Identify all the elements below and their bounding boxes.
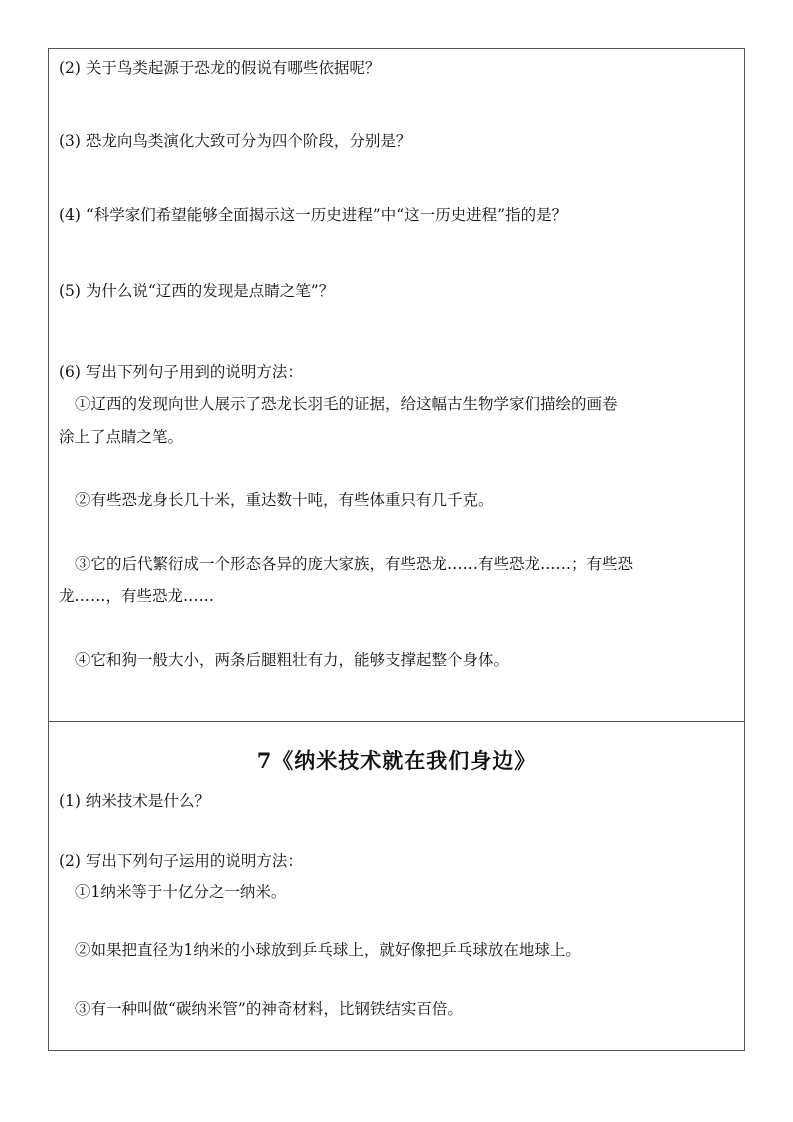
question-3: (3) 恐龙向鸟类演化大致可分为四个阶段，分别是？ <box>59 132 412 150</box>
section-7-sentence-2: ②如果把直径为1纳米的小球放到乒乓球上，就好像把乒乓球放在地球上。 <box>75 941 581 959</box>
sentence-1-line-2: 涂上了点睛之笔。 <box>59 428 184 446</box>
worksheet-table <box>48 48 745 1051</box>
sentence-3-line-1: ③它的后代繁衍成一个形态各异的庞大家族，有些恐龙……有些恐龙……；有些恐 <box>75 555 634 573</box>
question-4: (4) “科学家们希望能够全面揭示这一历史进程”中“这一历史进程”指的是？ <box>59 206 568 224</box>
section-7-question-2: (2) 写出下列句子运用的说明方法： <box>59 852 303 870</box>
question-2: (2) 关于鸟类起源于恐龙的假说有哪些依据呢？ <box>59 59 381 77</box>
section-7-sentence-3: ③有一种叫做“碳纳米管”的神奇材料，比钢铁结实百倍。 <box>75 1000 463 1018</box>
question-6: (6) 写出下列句子用到的说明方法： <box>59 363 303 381</box>
sentence-1-line-1: ①辽西的发现向世人展示了恐龙长羽毛的证据，给这幅古生物学家们描绘的画卷 <box>75 395 618 413</box>
sentence-3-line-2: 龙……，有些恐龙…… <box>59 587 215 605</box>
sentence-4: ④它和狗一般大小，两条后腿粗壮有力，能够支撑起整个身体。 <box>75 651 510 669</box>
section-7-sentence-1: ①1纳米等于十亿分之一纳米。 <box>75 883 287 901</box>
sentence-2: ②有些恐龙身长几十米，重达数十吨，有些体重只有几千克。 <box>75 491 494 509</box>
question-5: (5) 为什么说“辽西的发现是点睛之笔”？ <box>59 282 335 300</box>
row-divider <box>49 721 744 722</box>
section-7-title: 7《纳米技术就在我们身边》 <box>256 748 537 773</box>
section-7-question-1: (1) 纳米技术是什么？ <box>59 792 210 810</box>
